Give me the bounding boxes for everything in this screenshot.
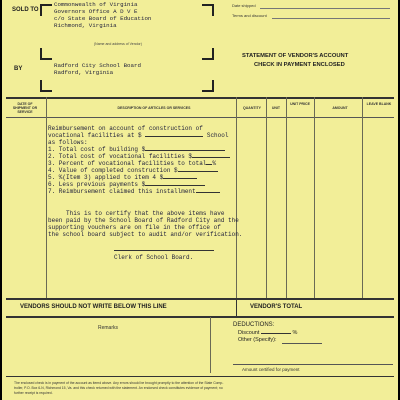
vendors-warning: VENDORS SHOULD NOT WRITE BELOW THIS LINE: [20, 304, 167, 310]
address-corner-bottom-right: [202, 48, 214, 60]
deductions-title: DEDUCTIONS:: [233, 322, 275, 328]
col-rule: [266, 97, 267, 298]
col-rule: [236, 97, 237, 298]
address-corner-top-right: [202, 4, 214, 16]
address-corner-top-left: [40, 4, 52, 16]
discount-blank: [261, 333, 291, 334]
item-line: [48, 167, 218, 174]
item-text: 3. Percent of vocational facilities to total: [48, 160, 207, 167]
item-line: [48, 181, 205, 188]
other-deduction-label: Other (Specify):: [238, 337, 277, 343]
signature-line: [114, 250, 214, 251]
col-rule: [362, 97, 363, 298]
col-rule: [314, 97, 315, 298]
clerk-signature-caption: Clerk of School Board.: [114, 254, 194, 261]
fine-print-line: The enclosed check is in payment of the account as itemd above. Any errors should be brought promptly to the attention of the State Comp-: [14, 381, 224, 385]
by-address-line: Radford City School Board: [54, 62, 141, 69]
col-rule: [286, 97, 287, 298]
sold-to-address-line: Commonwealth of Virginia: [54, 1, 138, 8]
certification-line: This is to certify that the above items have: [66, 210, 225, 217]
col-head-quantity: QUANTITY: [243, 106, 261, 110]
remarks-label: Remarks: [98, 325, 119, 331]
col-head-date: DATE OF SHIPMENT OR SERVICE: [12, 102, 38, 114]
vendor-name-caption: (Name and address of Vendor): [94, 42, 142, 46]
by-label: BY: [14, 66, 23, 72]
address-corner-bottom-left: [40, 48, 52, 60]
col-head-leave-blank: LEAVE BLANK: [366, 102, 392, 106]
col-head-amount: AMOUNT: [332, 106, 348, 110]
col-head-description: DESCRIPTION OF ARTICLES OR SERVICES: [117, 106, 191, 110]
body-line: [48, 132, 228, 139]
item-blank: [192, 157, 230, 158]
item-line: [48, 188, 220, 195]
item-blank: [145, 150, 225, 151]
fine-print-line: further receipt is required.: [14, 391, 53, 395]
item-line: [48, 153, 230, 160]
sold-to-address-line: Governors Office A D V E: [54, 8, 138, 15]
item-blank: [178, 171, 218, 172]
col-head-unit: UNIT: [271, 106, 281, 110]
by-corner-bottom-left: [40, 80, 52, 92]
item-text: 1. Total cost of building $: [48, 146, 146, 153]
fine-print-rule: [6, 376, 394, 377]
by-corner-bottom-right: [202, 80, 214, 92]
vendor-bar-bottom-rule: [6, 316, 394, 318]
item-text: 7. Reimbursement claimed this installment: [48, 188, 196, 195]
table-top-rule: [6, 97, 394, 99]
vendor-bar-divider: [236, 299, 237, 316]
vendor-bar-top-rule: [6, 298, 394, 300]
terms-discount-line: [272, 18, 390, 19]
amount-certified-label: Amount certified for payment: [242, 367, 300, 372]
statement-subtitle: CHECK IN PAYMENT ENCLOSED: [254, 62, 345, 68]
item-text: 4. Value of completed construction $: [48, 167, 178, 174]
by-address-line: Radford, Virginia: [54, 69, 114, 76]
fine-print-line: troller, P.O. Box 6-N, Richmond 15, Va. and this check returned with the statement. An endorsed check constitutes evidence of payment; no: [14, 386, 223, 390]
remarks-divider: [210, 317, 211, 373]
body-line-text: vocational facilities at: [48, 132, 135, 139]
item-text: 2. Total cost of vocational facilities $: [48, 153, 193, 160]
school-dollar: $: [138, 132, 142, 139]
date-shipped-label: Date shipped: [232, 3, 256, 8]
col-rule: [46, 97, 47, 298]
vendors-total-label: VENDOR'S TOTAL: [250, 304, 303, 310]
terms-discount-label: Terms and discount: [232, 13, 267, 18]
discount-percent: %: [292, 330, 298, 336]
amount-certified-rule: [233, 364, 393, 365]
voucher-form: [2, 0, 398, 400]
sold-to-label: SOLD TO: [12, 7, 39, 13]
discount-text: Discount: [238, 330, 260, 336]
body-line: as follows:: [48, 139, 88, 146]
body-line: Reimbursement on account of construction of: [48, 125, 203, 132]
certification-line: been paid by the School Board of Radford City and the: [48, 217, 239, 224]
item-line: [48, 160, 216, 167]
item-line: [48, 146, 225, 153]
item-percent: %: [212, 160, 217, 167]
school-name-blank: [145, 136, 203, 137]
col-head-unit-price: UNIT PRICE: [290, 102, 310, 106]
item-blank: [163, 178, 197, 179]
item-text: 6. Less previous payments $: [48, 181, 146, 188]
item-line: [48, 174, 197, 181]
sold-to-address-line: Richmond, Virginia: [54, 22, 117, 29]
discount-label: [238, 330, 297, 336]
item-blank: [196, 192, 220, 193]
date-shipped-line: [260, 8, 390, 9]
table-header-rule: [6, 117, 394, 118]
certification-line: the school board subject to audit and/or verification.: [48, 231, 243, 238]
item-blank: [145, 185, 205, 186]
item-text: 5. %(Item 3) applied to item 4 $: [48, 174, 164, 181]
other-deduction-line: [282, 343, 322, 344]
sold-to-address-line: c/o State Board of Education: [54, 15, 152, 22]
statement-title: STATEMENT OF VENDOR'S ACCOUNT: [242, 53, 349, 59]
body-line-text: School: [206, 132, 229, 139]
certification-line: supporting vouchers are on file in the office of: [48, 224, 221, 231]
